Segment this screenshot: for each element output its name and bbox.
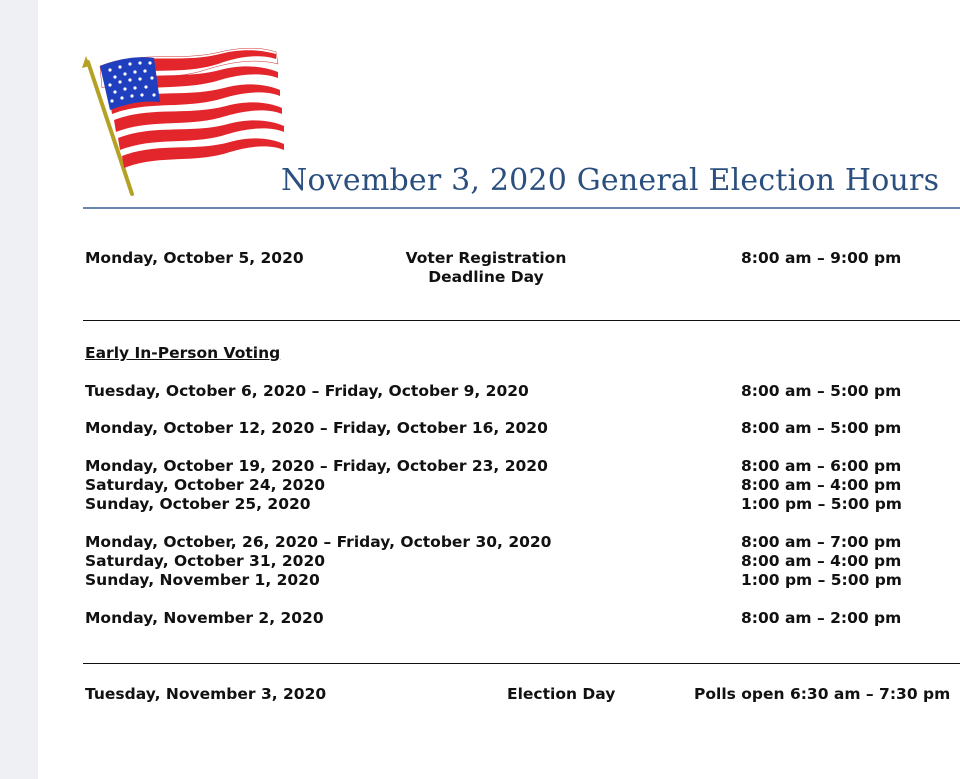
- early-voting-date: Tuesday, October 6, 2020 – Friday, October 9, 2020: [85, 382, 529, 400]
- early-voting-hours: 8:00 am – 7:00 pm: [741, 533, 902, 551]
- registration-date: Monday, October 5, 2020: [85, 249, 304, 267]
- registration-event-line2: Deadline Day: [428, 268, 544, 286]
- registration-event: [396, 249, 576, 287]
- early-voting-hours: 8:00 am – 2:00 pm: [741, 609, 902, 627]
- election-day-label: Election Day: [507, 685, 616, 703]
- election-day-hours: Polls open 6:30 am – 7:30 pm: [694, 685, 951, 703]
- early-voting-hours: 1:00 pm – 5:00 pm: [741, 495, 902, 513]
- early-voting-heading: Early In-Person Voting: [85, 344, 281, 362]
- early-voting-date: Monday, October 19, 2020 – Friday, October 23, 2020: [85, 457, 548, 475]
- early-voting-hours: 8:00 am – 5:00 pm: [741, 382, 902, 400]
- section-divider: [83, 320, 960, 321]
- document-page: [38, 0, 960, 779]
- registration-event-line1: Voter Registration: [405, 249, 567, 267]
- early-voting-date: Monday, November 2, 2020: [85, 609, 324, 627]
- early-voting-date: Monday, October 12, 2020 – Friday, October 16, 2020: [85, 419, 548, 437]
- early-voting-hours: 8:00 am – 6:00 pm: [741, 457, 902, 475]
- american-flag-icon: [80, 44, 286, 198]
- page-title: November 3, 2020 General Election Hours: [281, 163, 940, 198]
- election-day-date: Tuesday, November 3, 2020: [85, 685, 327, 703]
- early-voting-hours: 1:00 pm – 5:00 pm: [741, 571, 902, 589]
- early-voting-hours: 8:00 am – 5:00 pm: [741, 419, 902, 437]
- early-voting-date: Sunday, October 25, 2020: [85, 495, 311, 513]
- early-voting-date: Saturday, October 24, 2020: [85, 476, 326, 494]
- early-voting-hours: 8:00 am – 4:00 pm: [741, 552, 902, 570]
- section-divider: [83, 663, 960, 664]
- early-voting-date: Sunday, November 1, 2020: [85, 571, 320, 589]
- registration-hours: 8:00 am – 9:00 pm: [741, 249, 902, 267]
- early-voting-date: Saturday, October 31, 2020: [85, 552, 326, 570]
- early-voting-date: Monday, October, 26, 2020 – Friday, October 30, 2020: [85, 533, 552, 551]
- title-divider: [83, 207, 960, 209]
- early-voting-hours: 8:00 am – 4:00 pm: [741, 476, 902, 494]
